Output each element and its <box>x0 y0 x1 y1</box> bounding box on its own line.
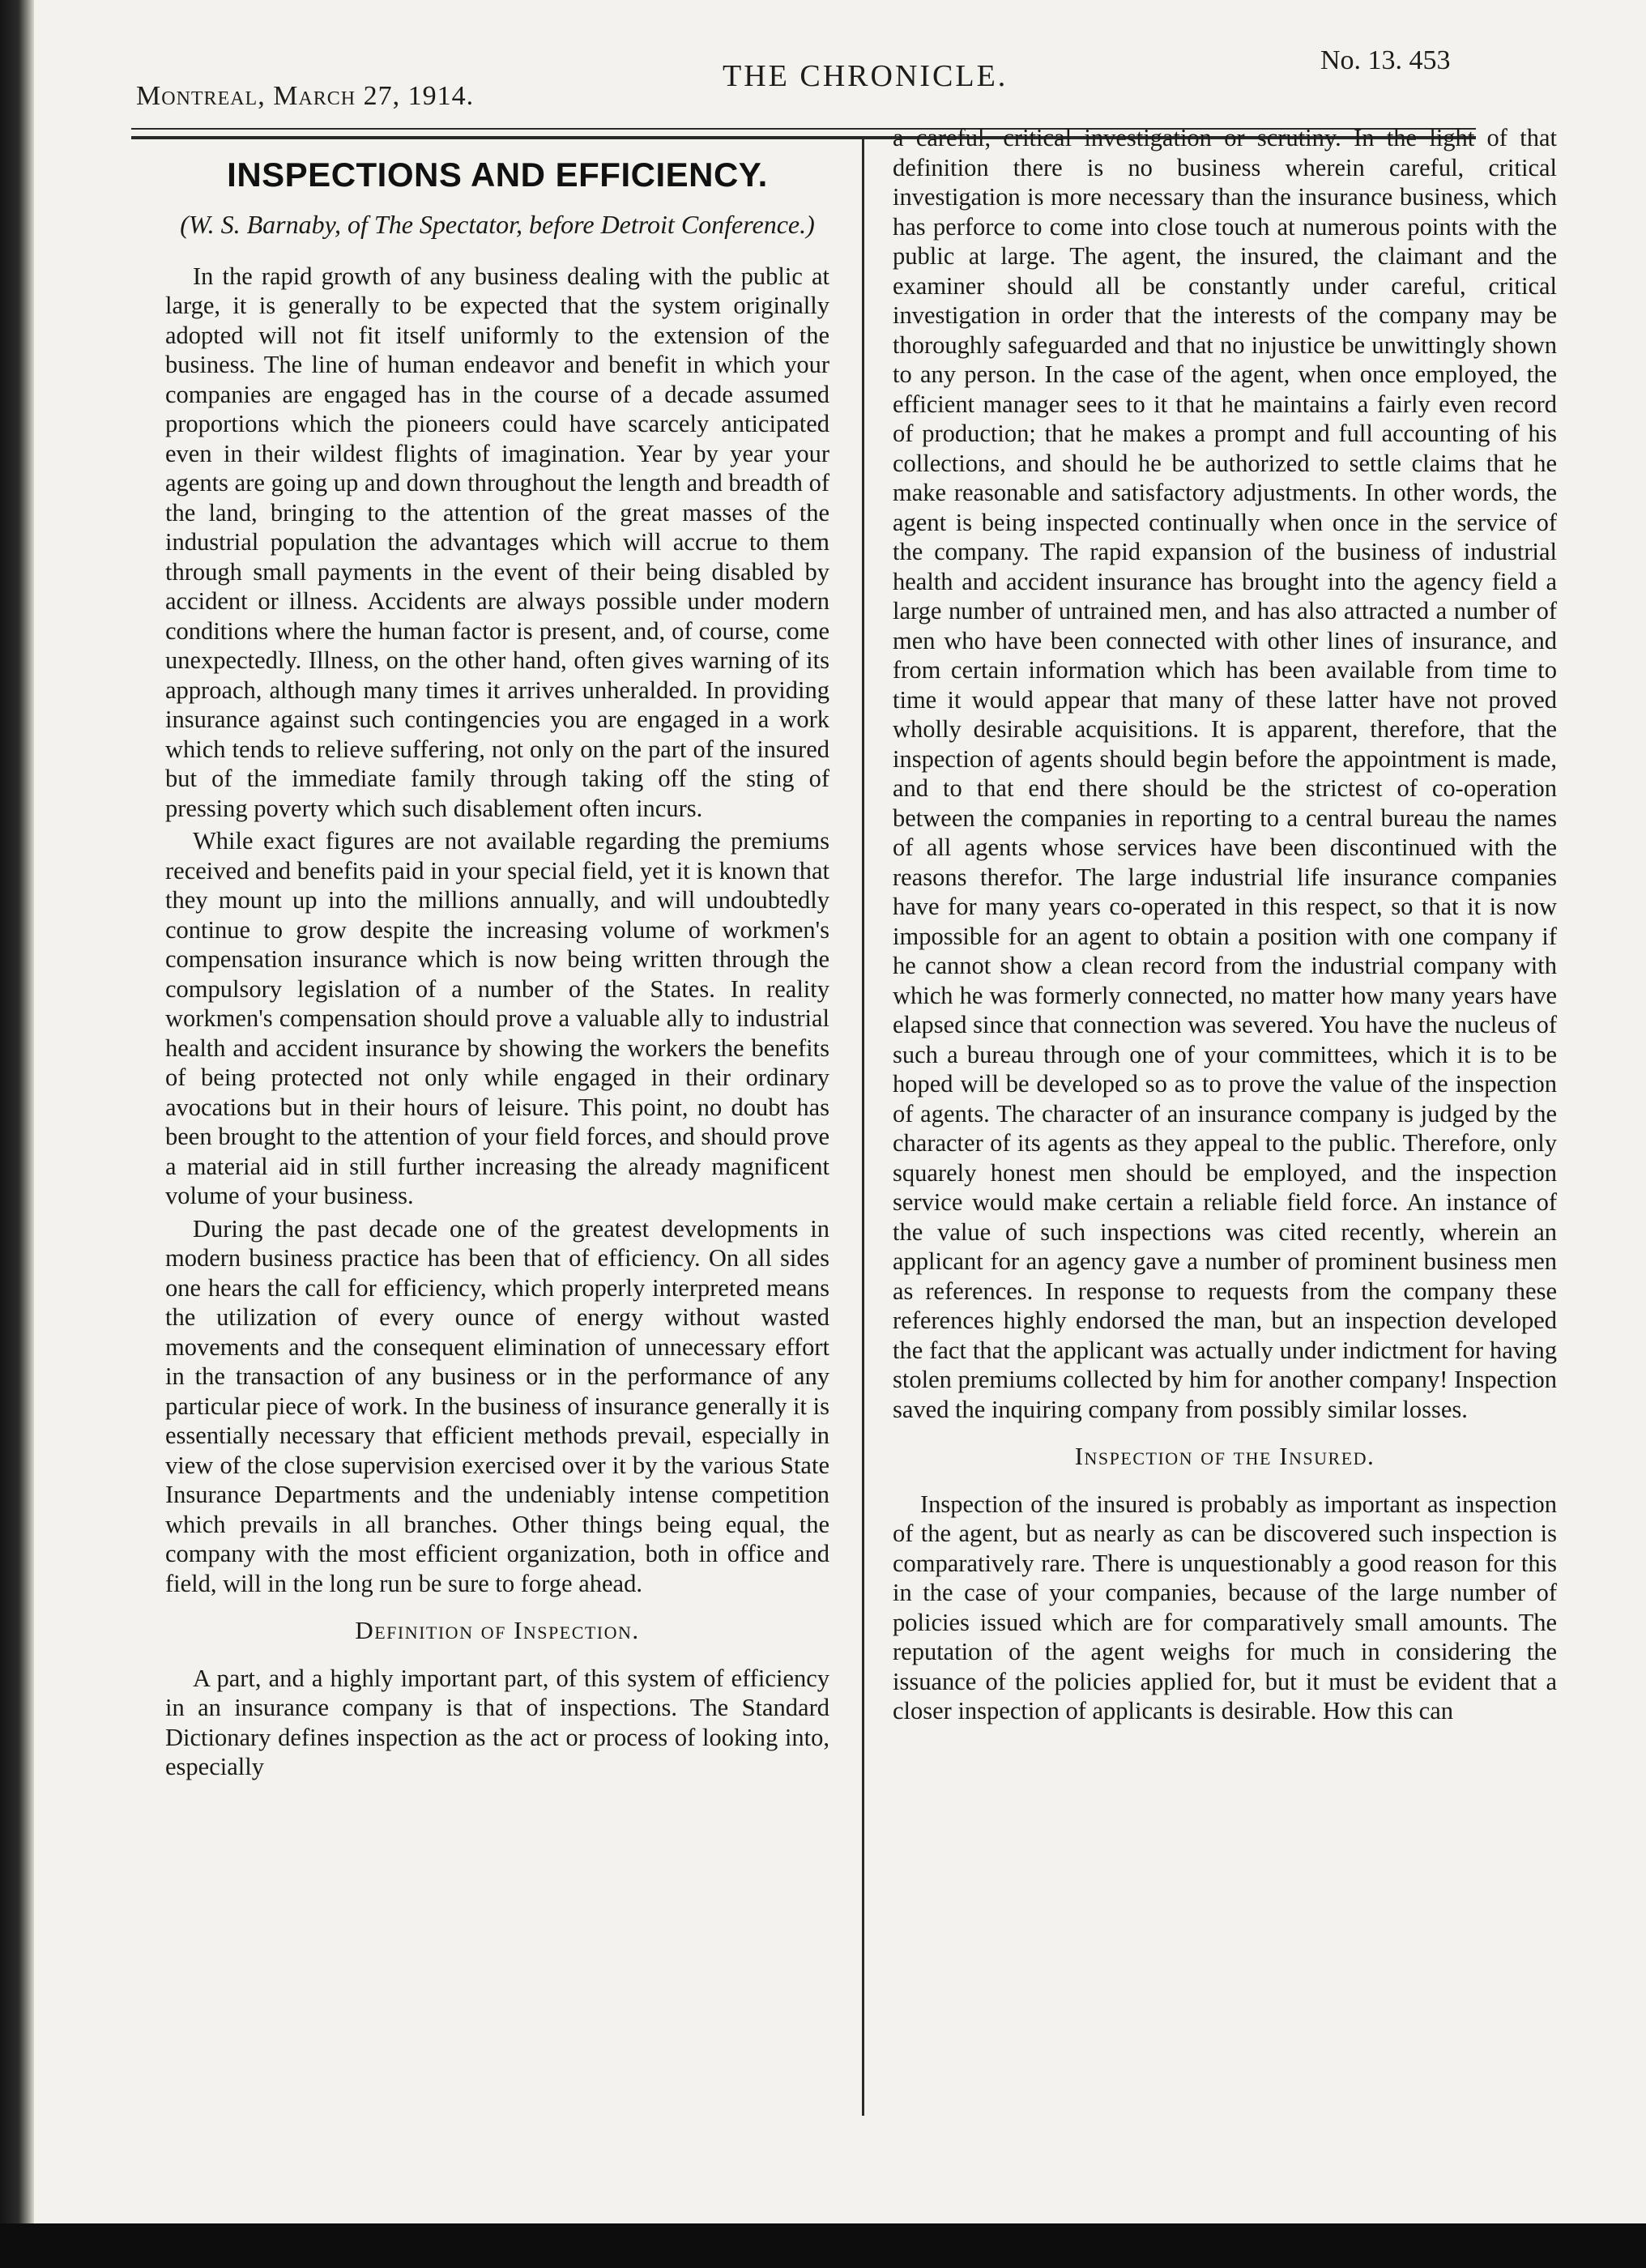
paragraph-1: In the rapid growth of any business dealing with the public at large, it is generally to be expected that the system originally adopted will not fit itself uniformly to the extension of the business. The line of human endeavor and benefit in which your companies are engaged has in the course of a decade assumed proportions which the pioneers could have scarcely anticipated even in their wildest flights of imagination. Year by year your agents are going up and down throughout the length and breadth of the land, bringing to the attention of the great masses of the industrial population the advantages which will accrue to them through small payments in the event of their being disabled by accident or illness. Accidents are always possible under modern conditions where the human factor is present, and, of course, come unexpectedly. Illness, on the other hand, often gives warning of its approach, although many times it arrives unheralded. In providing insurance against such contingencies you are engaged in a work which tends to relieve suffering, not only on the part of the insured but of the immediate family through taking off the sting of pressing poverty which such disablement often incurs. <box>165 262 829 822</box>
paragraph-3: During the past decade one of the greatest developments in modern business practice has been that of efficiency. On all sides one hears the call for efficiency, which properly interpreted means the utilization of every ounce of energy without wasted movements and the consequent elimination of unnecessary effort in the transaction of any business or in the performance of any particular piece of work. In the business of insurance generally it is essentially necessary that efficient methods prevail, especially in view of the close supervision exercised over it by the various State Insurance Departments and the undeniably intense competition which prevails in all branches. Other things being equal, the company with the most efficient organization, both in office and field, will in the long run be sure to forge ahead. <box>165 1214 829 1597</box>
subhead-inspection-of-the-insured: Inspection of the Insured. <box>1074 1442 1375 1470</box>
header-title: THE CHRONICLE. <box>723 59 1008 93</box>
newspaper-page <box>34 0 1646 2223</box>
article-byline: (W. S. Barnaby, of The Spectator, before Detroit Conference.) <box>180 209 815 239</box>
paragraph-2: While exact figures are not available regarding the premiums received and benefits paid in your special field, yet it is known that they mount up into the millions annually, and will undoubtedly continue to grow despite the increasing volume of workmen's compensation insurance which is now being written through the compulsory legislation of a number of the States. In reality workmen's compensation should prove a valuable ally to industrial health and accident insurance by showing the workers the benefits of being protected not only while engaged in their ordinary avocations but in their hours of leisure. This point, no doubt has been brought to the attention of your field forces, and should prove a material aid in still further increasing the already magnificent volume of your business. <box>165 827 829 1209</box>
right-column <box>893 123 1557 1729</box>
header-date: Montreal, March 27, 1914. <box>136 81 475 111</box>
scan-bottom-edge <box>0 2223 1646 2268</box>
left-column <box>165 156 829 1785</box>
column-divider <box>862 139 864 2116</box>
article-title: INSPECTIONS AND EFFICIENCY. <box>227 156 768 194</box>
book-binding-shadow <box>0 0 34 2268</box>
header-issue-page: No. 13. 453 <box>1320 45 1451 75</box>
paragraph-4: A part, and a highly important part, of this system of efficiency in an insurance company is that of inspections. The Standard Dictionary defines inspection as the act or process of looking into, especially <box>165 1664 829 1780</box>
paragraph-5: a careful, critical investigation or scrutiny. In the light of that definition there is no business wherein careful, critical investigation is more necessary than the insurance business, which has perforce to come into close touch at numerous points with the public at large. The agent, the insured, the claimant and the examiner should all be constantly under careful, critical investigation in order that the interests of the company may be thoroughly safeguarded and that no injustice be unwittingly shown to any person. In the case of the agent, when once employed, the efficient manager sees to it that he maintains a fairly even record of production; that he makes a prompt and full accounting of his collections, and should he be authorized to settle claims that he make reasonable and satisfactory adjustments. In other words, the agent is being inspected continually when once in the service of the company. The rapid expansion of the business of industrial health and accident insurance has brought into the agency field a large number of untrained men, and has also attracted a number of men who have been connected with other lines of insurance, and from certain information which has been available from time to time it would appear that many of these latter have not proved wholly desirable acquisitions. It is apparent, therefore, that the inspection of agents should begin before the appointment is made, and to that end there should be the strictest of co-operation between the companies in reporting to a central bureau the names of all agents whose services have been discontinued with the reasons therefor. The large industrial life insurance companies have for many years co-operated in this respect, so that it is now impossible for an agent to obtain a position with one company if he cannot show a clean record from the industrial company with which he was formerly connected, no matter how many years have elapsed since that connection was severed. You have the nucleus of such a bureau through one of your committees, which it is to be hoped will be developed so as to prove the value of the inspection of agents. The character of an insurance company is judged by the character of its agents as they appeal to the public. Therefore, only squarely honest men should be employed, and the inspection service would make certain a reliable field force. An instance of the value of such inspections was cited recently, wherein an applicant for an agency gave a number of prominent business men as references. In response to requests from the company these references highly endorsed the man, but an inspection developed the fact that the applicant was actually under indictment for having stolen premiums collected by him for another company! Inspection saved the inquiring company from possibly similar losses. <box>893 124 1557 1423</box>
paragraph-6: Inspection of the insured is probably as important as inspection of the agent, but as nearly as can be discovered such inspection is comparatively rare. There is unquestionably a good reason for this in the case of your companies, because of the large number of policies issued which are for comparatively small amounts. The reputation of the agent weighs for much in considering the issuance of the policies applied for, but it must be evident that a closer inspection of applicants is desirable. How this can <box>893 1490 1557 1724</box>
subhead-definition-of-inspection: Definition of Inspection. <box>355 1616 640 1644</box>
